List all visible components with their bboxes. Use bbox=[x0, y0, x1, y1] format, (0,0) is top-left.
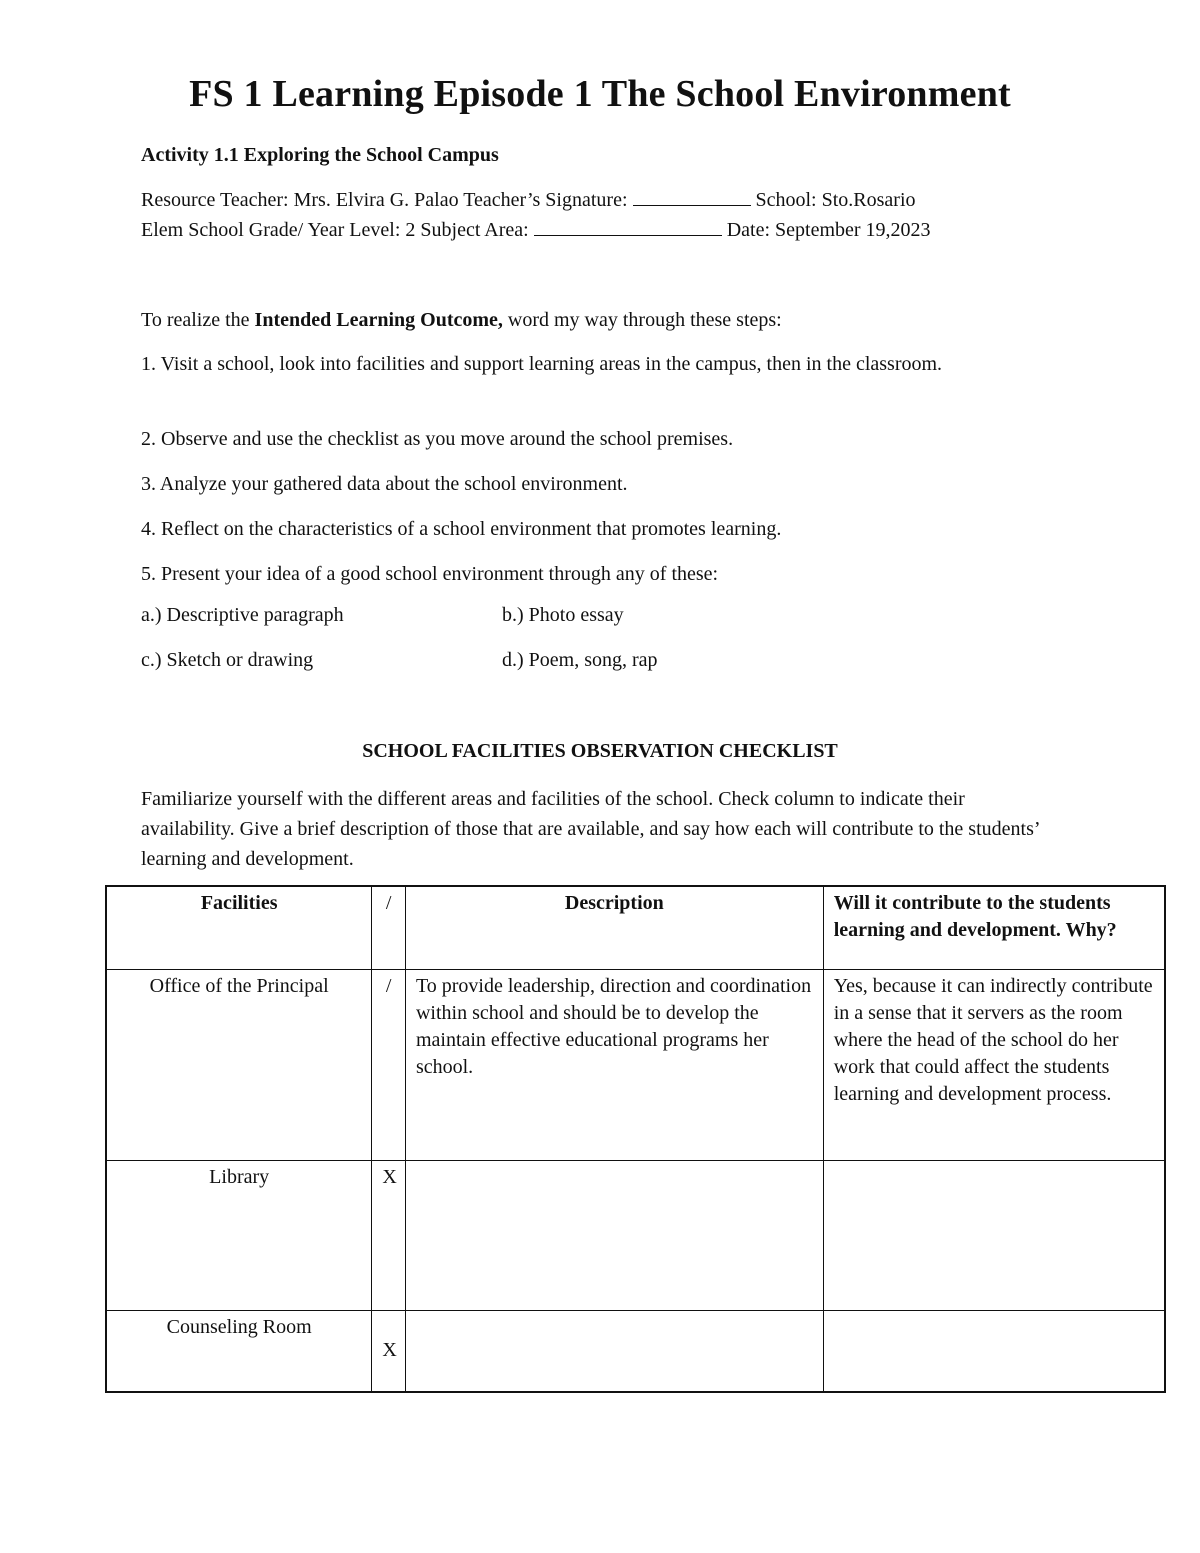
school-cont: Elem School bbox=[141, 219, 244, 241]
facility-description: To provide leadership, direction and coordination within school and should be to develop the maintain effective educational programs her school. bbox=[405, 969, 823, 1160]
page-title: FS 1 Learning Episode 1 The School Environment bbox=[189, 73, 1011, 115]
info-line-1 bbox=[141, 187, 916, 212]
resource-teacher: Resource Teacher: Mrs. Elvira G. Palao bbox=[141, 189, 459, 211]
checklist-heading: SCHOOL FACILITIES OBSERVATION CHECKLIST bbox=[362, 740, 838, 762]
header-description: Description bbox=[405, 886, 823, 969]
facility-contribution bbox=[823, 1160, 1165, 1310]
availability-mark: X bbox=[372, 1310, 406, 1392]
subject-label: Subject Area: bbox=[420, 219, 529, 241]
header-check: / bbox=[372, 886, 406, 969]
step-3: 3. Analyze your gathered data about the school environment. bbox=[141, 473, 628, 495]
facility-name: Counseling Room bbox=[106, 1310, 372, 1392]
intro-after: word my way through these steps: bbox=[502, 309, 782, 331]
checklist-instructions: Familiarize yourself with the different areas and facilities of the school. Check column to indicate their availability. Give a brief description of those that are available, and say how each will contribute to the students’ learning and development. bbox=[141, 788, 1040, 870]
intro-bold: Intended Learning Outcome, bbox=[254, 309, 503, 331]
signature-label: Teacher’s Signature: bbox=[463, 189, 628, 211]
facility-description bbox=[405, 1160, 823, 1310]
date-text: Date: September 19,2023 bbox=[726, 219, 931, 241]
facility-contribution: Yes, because it can indirectly contribute in a sense that it servers as the room where the head of the school do her work that could affect the students learning and development process. bbox=[823, 969, 1165, 1160]
signature-blank bbox=[633, 187, 751, 206]
step-5: 5. Present your idea of a good school environment through any of these: bbox=[141, 563, 719, 585]
facility-contribution bbox=[823, 1310, 1165, 1392]
facility-name: Library bbox=[106, 1160, 372, 1310]
table-row bbox=[106, 1310, 1165, 1392]
table-row bbox=[106, 1160, 1165, 1310]
option-a: a.) Descriptive paragraph bbox=[141, 604, 344, 626]
activity-heading: Activity 1.1 Exploring the School Campus bbox=[141, 144, 499, 166]
intro-paragraph bbox=[141, 305, 1041, 335]
subject-blank bbox=[534, 217, 722, 236]
facilities-checklist-table bbox=[105, 885, 1166, 1393]
step-4: 4. Reflect on the characteristics of a school environment that promotes learning. bbox=[141, 518, 782, 540]
step-2: 2. Observe and use the checklist as you move around the school premises. bbox=[141, 428, 734, 450]
step-1: 1. Visit a school, look into facilities and support learning areas in the campus, then in the classroom. bbox=[141, 353, 943, 375]
table-row bbox=[106, 969, 1165, 1160]
school-label: School: Sto.Rosario bbox=[755, 189, 916, 211]
grade-level: Grade/ Year Level: 2 bbox=[248, 219, 416, 241]
info-line-2 bbox=[141, 217, 931, 242]
table-header-row bbox=[106, 886, 1165, 969]
option-b: b.) Photo essay bbox=[502, 604, 624, 626]
facility-description bbox=[405, 1310, 823, 1392]
availability-mark: / bbox=[372, 969, 406, 1160]
option-d: d.) Poem, song, rap bbox=[502, 649, 658, 671]
facility-name: Office of the Principal bbox=[106, 969, 372, 1160]
option-c: c.) Sketch or drawing bbox=[141, 649, 314, 671]
intro-before: To realize the bbox=[141, 309, 255, 331]
header-contribution: Will it contribute to the students learning and development. Why? bbox=[823, 886, 1165, 969]
availability-mark: X bbox=[372, 1160, 406, 1310]
header-facilities: Facilities bbox=[106, 886, 372, 969]
